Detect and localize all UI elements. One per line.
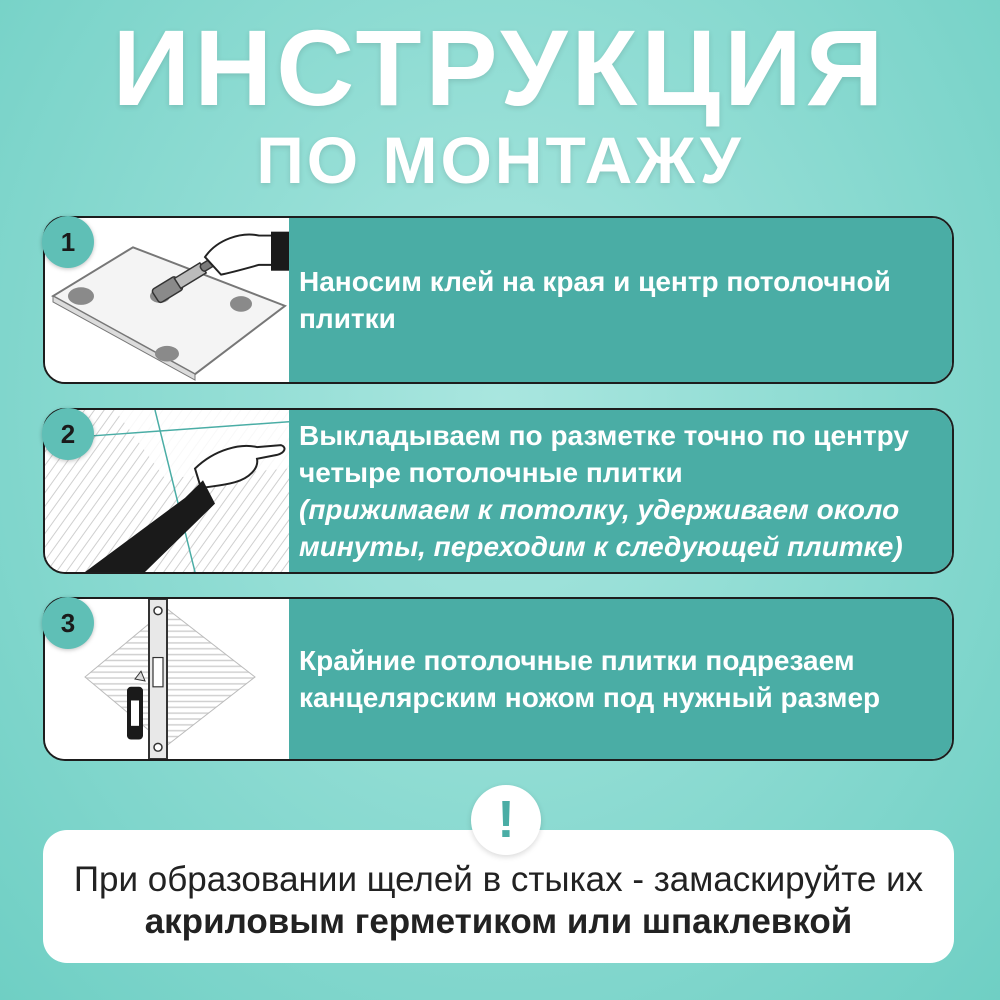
exclamation-icon: !: [471, 785, 541, 855]
step-description: Крайние потолочные плитки подрезаем канцелярским ножом под нужный размер: [299, 645, 881, 713]
step-text-3: [289, 599, 952, 759]
notice-text: При образовании щелей в стыках - замаскируйте их: [73, 859, 924, 899]
step-note: (прижимаем к потолку, удерживаем около минуты, переходим к следующей плитке): [299, 494, 903, 562]
page-subtitle: ПО МОНТАЖУ: [256, 123, 744, 197]
step-description: Наносим клей на края и центр потолочной плитки: [299, 266, 891, 334]
step-description: Выкладываем по разметке точно по центру четыре потолочные плитки: [299, 420, 909, 488]
step-number-badge-1: 1: [42, 216, 94, 268]
step-card-1: [43, 216, 954, 384]
step-card-2: [43, 408, 954, 574]
step-number-badge-3: 3: [42, 597, 94, 649]
notice-text-bold: акриловым герметиком или шпаклевкой: [144, 901, 853, 941]
page-title: ИНСТРУКЦИЯ: [112, 7, 888, 128]
step-text-1: [289, 218, 952, 382]
step-number-badge-2: 2: [42, 408, 94, 460]
step-text-2: [289, 410, 952, 572]
step-card-3: [43, 597, 954, 761]
